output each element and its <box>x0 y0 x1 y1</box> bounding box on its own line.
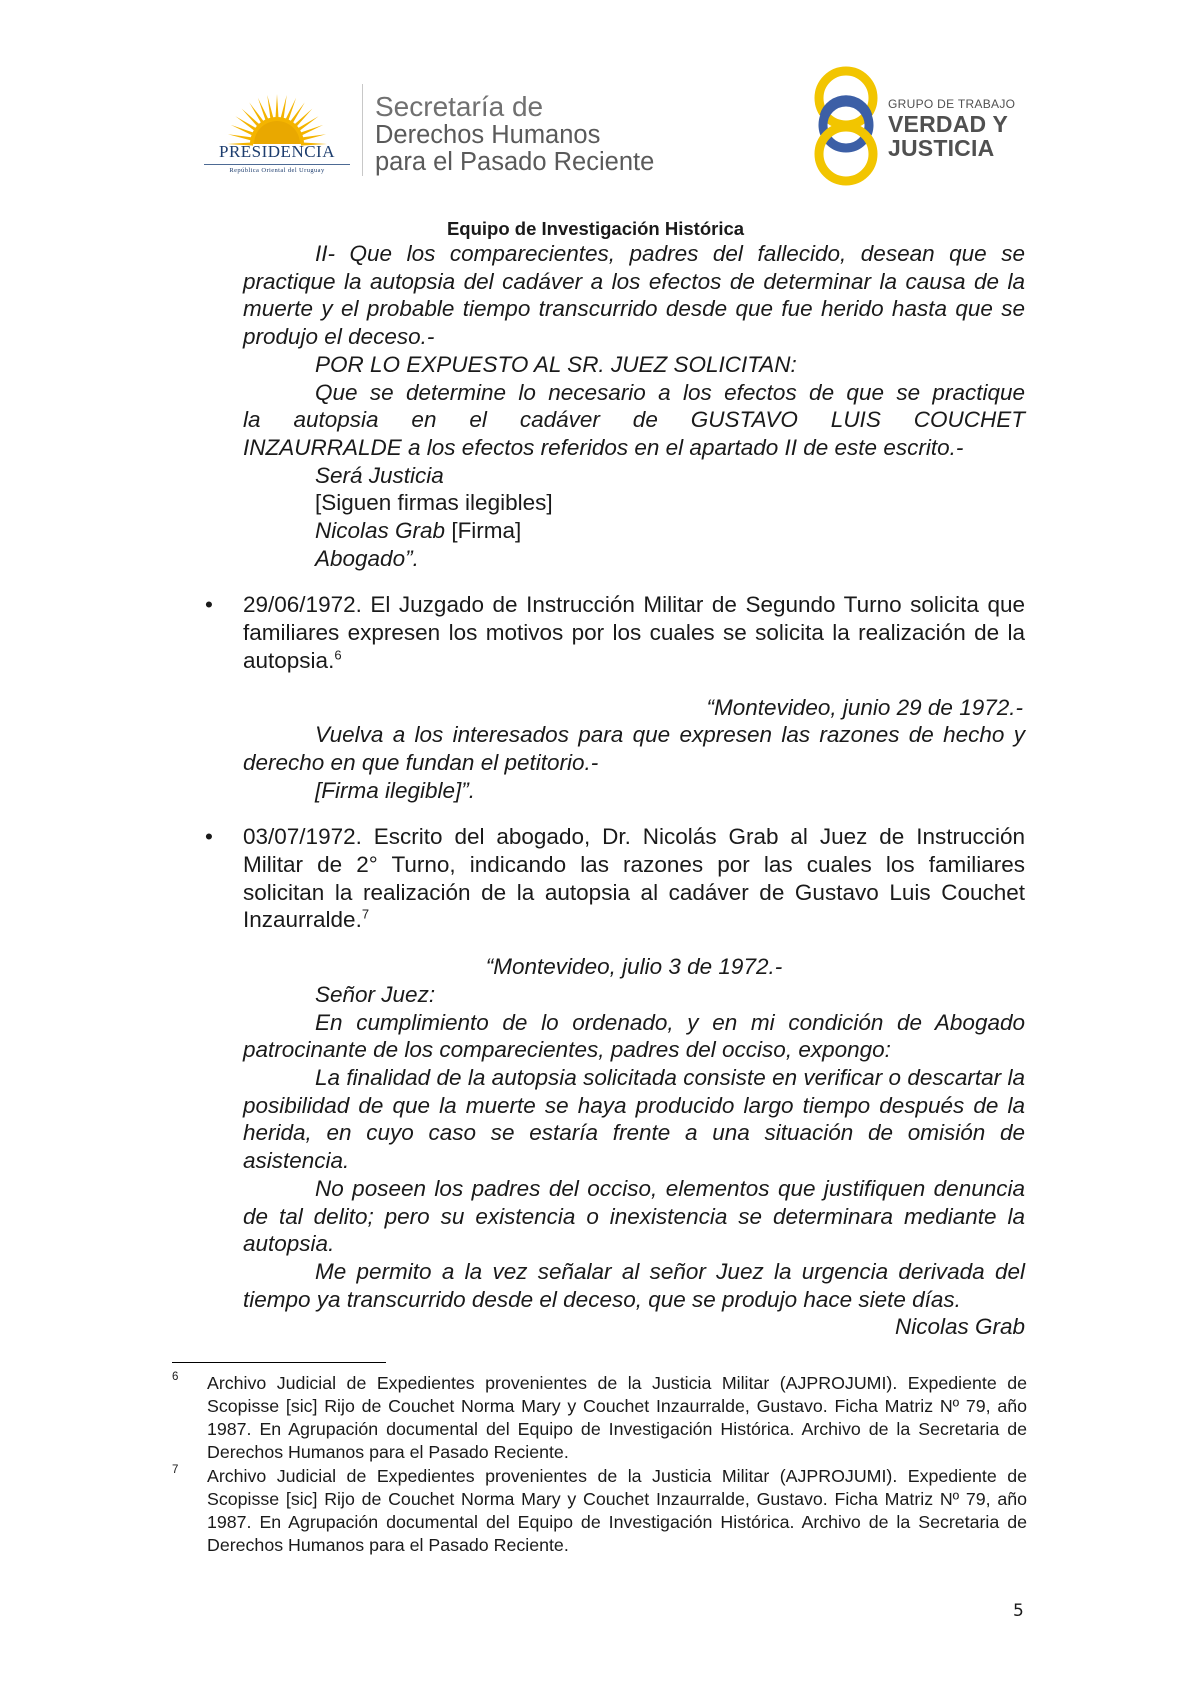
quote1-date: “Montevideo, junio 29 de 1972.- <box>706 694 1023 720</box>
footnote-ref-7[interactable]: 7 <box>361 906 370 922</box>
block1-signer <box>243 517 1025 545</box>
block1-signatures-note: [Siguen firmas ilegibles] <box>315 490 553 516</box>
footnote-text: Archivo Judicial de Expedientes provenientes de la Justicia Militar (AJPROJUMI). Expediente de Scopisse [sic] Rijo de Couchet Norma Mary y Couchet Inzaurralde, Gustavo. Ficha Matriz Nº 79, año 1987. En Agrupación documental del Equipo de Investigación Histórica. Archivo de la Secretaria de Derechos Humanos para el Pasado Reciente. <box>207 1373 1027 1462</box>
block1-signer-title: Abogado”. <box>315 545 419 571</box>
block1-paragraph-1: II- Que los comparecientes, padres del fallecido, desean que se practique la autopsia del cadáver a los efectos de determinar la causa de la muerte y el probable tiempo transcurrido desde que fue herido hasta que se produjo el deceso.- <box>243 241 1025 350</box>
signer-note: [Firma] <box>451 518 522 544</box>
signer-name: Nicolas Grab <box>315 518 446 544</box>
secretaria-line-2: Derechos Humanos <box>375 120 601 149</box>
footnote-7 <box>172 1465 1027 1557</box>
footnote-ref-6[interactable]: 6 <box>334 647 342 663</box>
block1-paragraph-3a: Que se determine lo necesario a los efectos de que se practique <box>315 379 1025 405</box>
secretaria-line-1: Secretaría de <box>375 91 544 122</box>
quote2-salutation: Señor Juez: <box>315 981 436 1007</box>
bullet-icon: • <box>205 824 213 850</box>
footnote-number: 7 <box>172 1464 179 1476</box>
bullet-item-2 <box>205 823 1025 934</box>
page-number: 5 <box>1013 1601 1024 1621</box>
team-heading: Equipo de Investigación Histórica <box>446 218 745 239</box>
quote2-paragraph-4: Me permito a la vez señalar al señor Juez la urgencia derivada del tiempo ya transcurrido desde el deceso, que se produjo hace siete días. <box>243 1258 1025 1312</box>
sun-icon <box>222 84 332 150</box>
grupo-line-1: GRUPO DE TRABAJO <box>888 97 1016 111</box>
header-divider <box>362 84 363 176</box>
block1-paragraph-2: POR LO EXPUESTO AL SR. JUEZ SOLICITAN: <box>315 351 797 377</box>
quote2-paragraph-2: La finalidad de la autopsia solicitada consiste en verificar o descartar la posibilidad de que la muerte se haya producido largo tiempo después de la herida, en cuyo caso se estaría frente a una situación de omisión de asistencia. <box>243 1064 1025 1174</box>
bullet-item-1 <box>205 591 1025 674</box>
block1-paragraph-3b: la autopsia en el cadáver de GUSTAVO LUIS COUCHET <box>243 407 1025 433</box>
grupo-line-2: VERDAD Y <box>888 111 1009 137</box>
quote2-signature: Nicolas Grab <box>894 1314 1025 1340</box>
footnote-separator <box>172 1362 386 1363</box>
quote1-signature: [Firma ilegible]”. <box>315 777 476 803</box>
presidencia-divider <box>204 164 350 165</box>
quote2-date: “Montevideo, julio 3 de 1972.- <box>485 954 783 980</box>
footnote-6 <box>172 1372 1027 1464</box>
quote1-paragraph-1: Vuelva a los interesados para que expresen las razones de hecho y derecho en que fundan el petitorio.- <box>243 722 1025 775</box>
footnote-text: Archivo Judicial de Expedientes provenientes de la Justicia Militar (AJPROJUMI). Expediente de Scopisse [sic] Rijo de Couchet Norma Mary y Couchet Inzaurralde, Gustavo. Ficha Matriz Nº 79, año 1987. En Agrupación documental del Equipo de Investigación Histórica. Archivo de la Secretaria de Derechos Humanos para el Pasado Reciente. <box>207 1466 1027 1555</box>
bullet-1-text: 29/06/1972. El Juzgado de Instrucción Militar de Segundo Turno solicita que familiares expresen los motivos por los cuales se solicita la realización de la autopsia. <box>243 592 1025 673</box>
secretaria-line-3: para el Pasado Reciente <box>375 147 655 176</box>
document-body <box>205 240 1025 1341</box>
presidencia-name: PRESIDENCIA <box>218 142 335 161</box>
quote2-paragraph-3: No poseen los padres del occiso, elementos que justifiquen denuncia de tal delito; pero su existencia o inexistencia se determinara mediante la autopsia. <box>243 1175 1025 1257</box>
footnote-number: 6 <box>172 1371 179 1383</box>
bullet-icon: • <box>205 592 213 618</box>
presidencia-logo <box>196 84 358 180</box>
presidencia-subtitle: República Oriental del Uruguay <box>229 167 325 174</box>
grupo-trabajo-logo <box>810 62 1020 190</box>
bullet-2-text: 03/07/1972. Escrito del abogado, Dr. Nicolás Grab al Juez de Instrucción Militar de 2° Turno, indicando las razones por las cuales los familiares solicitan la realización de la autopsia al cadáver de Gustavo Luis Couchet Inzaurralde. <box>243 824 1025 933</box>
grupo-line-3: JUSTICIA <box>888 135 995 161</box>
secretaria-logo-text <box>375 92 654 176</box>
rings-icon <box>810 62 882 188</box>
block1-paragraph-3c: INZAURRALDE a los efectos referidos en el apartado II de este escrito.- <box>243 434 964 460</box>
block1-closing: Será Justicia <box>315 462 444 488</box>
quote2-paragraph-1: En cumplimiento de lo ordenado, y en mi condición de Abogado patrocinante de los comparecientes, padres del occiso, expongo: <box>243 1009 1025 1063</box>
